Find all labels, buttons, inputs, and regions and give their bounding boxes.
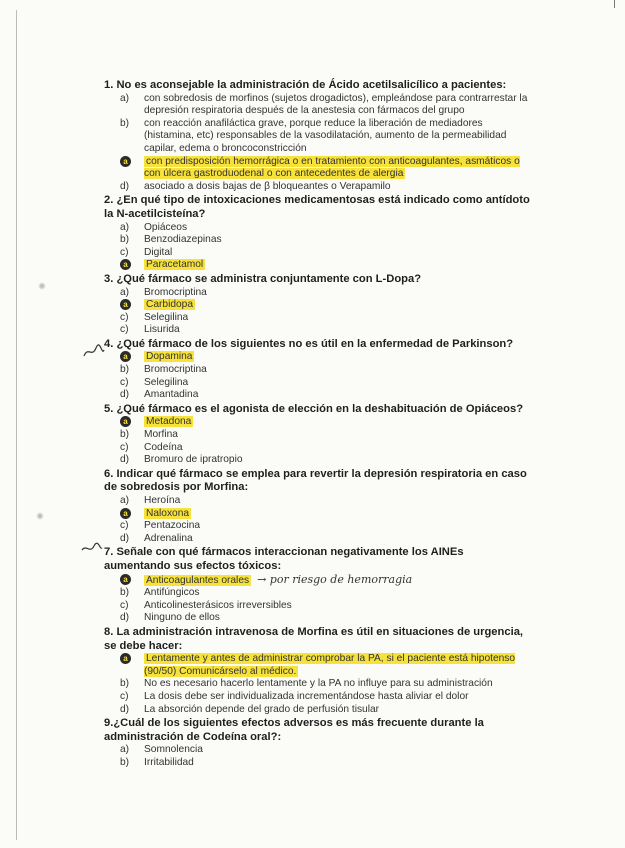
answer-option [104, 495, 530, 508]
option-letter: d) [120, 703, 130, 715]
question-stem: 7. Señale con qué fármacos interaccionan negativamente los AINEs aumentando sus efectos tóxicos: [104, 546, 464, 572]
answer-option [104, 389, 530, 402]
question-stem: 5. ¿Qué fármaco es el agonista de elección en la deshabituación de Opiáceos? [104, 402, 524, 415]
option-text: Amantadina [144, 389, 199, 401]
option-text: Bromocriptina [144, 286, 207, 298]
option-letter: c) [120, 690, 129, 702]
circled-letter-icon: a [120, 351, 131, 362]
scan-speck [36, 512, 44, 520]
question-stem: 2. ¿En qué tipo de intoxicaciones medicamentosas está indicado como antídoto la N-acetilcisteína? [104, 194, 530, 220]
highlighted-answer-text: Dopamina [146, 351, 193, 363]
answer-option [104, 429, 530, 442]
option-letter: b) [120, 678, 130, 690]
answer-option [104, 587, 530, 600]
circled-letter-icon: a [120, 653, 131, 664]
question-stem: 8. La administración intravenosa de Morfina es útil en situaciones de urgencia, se debe hacer: [104, 625, 524, 652]
answer-option [104, 600, 530, 613]
option-text: Selegilina [144, 311, 189, 323]
option-letter: b) [120, 364, 130, 376]
option-letter: a) [120, 221, 130, 233]
question-stem: 4. ¿Qué fármaco de los siguientes no es útil en la enfermedad de Parkinson? [104, 337, 514, 350]
option-letter: b) [120, 429, 130, 441]
answer-option [104, 757, 530, 770]
answer-option [104, 324, 530, 337]
option-text: Digital [144, 246, 173, 258]
left-margin-line [16, 10, 17, 840]
selected-answer-mark-icon [104, 574, 138, 588]
option-text: Bromuro de ipratropio [144, 454, 243, 466]
circled-letter-icon: a [120, 508, 131, 519]
option-text: Pentazocina [144, 520, 201, 532]
option-letter: a) [120, 286, 130, 298]
circled-letter-icon: a [120, 156, 131, 167]
option-text: Adrenalina [144, 532, 193, 544]
highlighted-answer-text: Naloxona [146, 507, 190, 519]
circled-letter-icon: a [120, 259, 131, 270]
answer-option [104, 181, 530, 194]
option-letter: c) [120, 441, 129, 453]
answer-option [104, 520, 530, 533]
exam-questions [104, 78, 530, 769]
question-stem: 3. ¿Qué fármaco se administra conjuntamente con L-Dopa? [104, 272, 422, 285]
option-letter: c) [120, 311, 129, 323]
pen-scribble-mark [80, 540, 104, 556]
option-text: Antifúngicos [144, 587, 200, 599]
option-letter: b) [120, 587, 130, 599]
option-text: con sobredosis de morfinos (sujetos drogadictos), empleándose para contrarrestar la depresión respiratoria después de la anestesia con fármacos del grupo [144, 92, 528, 117]
option-text: Bromocriptina [144, 364, 207, 376]
selected-answer-mark-icon [104, 156, 138, 181]
selected-answer-mark-icon [104, 299, 138, 312]
option-letter: d) [120, 389, 130, 401]
option-text: No es necesario hacerlo lentamente y la PA no influye para su administración [144, 678, 493, 690]
option-text: Selegilina [144, 376, 189, 388]
option-letter: c) [120, 520, 129, 532]
option-text: Irritabilidad [144, 756, 194, 768]
answer-option [104, 222, 530, 235]
answer-option [104, 508, 530, 521]
highlighted-answer-text: con predisposición hemorrágica o en tratamiento con anticoagulantes, asmáticos o con úlcera gastroduodenal o con antecedentes de alergia [144, 155, 520, 180]
answer-option [104, 416, 530, 429]
answer-option [104, 156, 530, 181]
circled-letter-icon: a [120, 299, 131, 310]
question-stem: 9.¿Cuál de los siguientes efectos adversos es más frecuente durante la administración de Codeína oral?: [104, 717, 484, 743]
answer-option [104, 744, 530, 757]
question-stem: 6. Indicar qué fármaco se emplea para revertir la depresión respiratoria en caso de sobredosis por Morfina: [104, 467, 527, 494]
top-edge-mark [614, 0, 615, 8]
answer-option [104, 691, 530, 704]
option-text: Opiáceos [144, 221, 188, 233]
circled-letter-icon: a [120, 416, 131, 427]
option-text: La dosis debe ser individualizada incrementándose hasta aliviar el dolor [144, 690, 469, 702]
selected-answer-mark-icon [104, 508, 138, 521]
option-letter: a) [120, 744, 130, 756]
answer-option [104, 351, 530, 364]
option-text: Somnolencia [144, 744, 203, 756]
answer-option [104, 234, 530, 247]
answer-option [104, 299, 530, 312]
answer-option [104, 93, 530, 118]
option-letter: d) [120, 180, 130, 192]
selected-answer-mark-icon [104, 653, 138, 678]
answer-option [104, 287, 530, 300]
answer-option [104, 612, 530, 625]
question-stem: 1. No es aconsejable la administración de Ácido acetilsalicílico a pacientes: [104, 79, 507, 91]
answer-option [104, 247, 530, 260]
answer-option [104, 678, 530, 691]
option-text: Morfina [144, 429, 178, 441]
answer-option [104, 653, 530, 678]
handwritten-note: → por riesgo de hemorragia [257, 572, 413, 586]
answer-option [104, 533, 530, 546]
option-letter: d) [120, 454, 130, 466]
option-letter: b) [120, 234, 130, 246]
highlighted-answer-text: Anticoagulantes orales [146, 574, 250, 586]
option-letter: c) [120, 324, 129, 336]
scan-speck [38, 282, 46, 290]
highlighted-answer-text: Metadona [146, 416, 192, 428]
option-letter: b) [120, 756, 130, 768]
option-text: Ninguno de ellos [144, 612, 220, 624]
highlighted-answer-text: Paracetamol [146, 259, 204, 271]
option-text: La absorción depende del grado de perfusión tisular [144, 703, 380, 715]
option-letter: c) [120, 376, 129, 388]
option-letter: b) [120, 117, 130, 129]
answer-option [104, 574, 530, 588]
option-letter: c) [120, 599, 129, 611]
answer-option [104, 259, 530, 272]
option-text: Heroína [144, 495, 181, 506]
answer-option [104, 118, 530, 156]
selected-answer-mark-icon [104, 351, 138, 364]
option-letter: d) [120, 612, 130, 624]
pen-scribble-mark [82, 344, 106, 360]
option-letter: a) [120, 495, 130, 506]
option-text: con reacción anafiláctica grave, porque reduce la liberación de mediadores (histamina, etc) responsables de la vasodilatación, aumento de la permeabilidad capilar, edema o broncoconstricción [144, 117, 507, 154]
option-text: Lisurida [144, 324, 180, 336]
selected-answer-mark-icon [104, 416, 138, 429]
option-letter: c) [120, 246, 129, 258]
answer-option [104, 312, 530, 325]
answer-option [104, 442, 530, 455]
option-letter: d) [120, 532, 130, 544]
answer-option [104, 454, 530, 467]
answer-option [104, 364, 530, 377]
option-text: Benzodiazepinas [144, 234, 222, 246]
option-text: Anticolinesterásicos irreversibles [144, 599, 292, 611]
option-text: asociado a dosis bajas de β bloqueantes o Verapamilo [144, 180, 391, 192]
highlighted-answer-text: Lentamente y antes de administrar comprobar la PA, si el paciente está hipotenso (90/50) Comunicárselo al médico. [144, 653, 516, 677]
option-letter: a) [120, 92, 130, 104]
selected-answer-mark-icon [104, 259, 138, 272]
highlighted-answer-text: Carbidopa [146, 299, 194, 311]
answer-option [104, 704, 530, 717]
option-text: Codeína [144, 441, 183, 453]
answer-option [104, 377, 530, 390]
circled-letter-icon: a [120, 574, 131, 585]
